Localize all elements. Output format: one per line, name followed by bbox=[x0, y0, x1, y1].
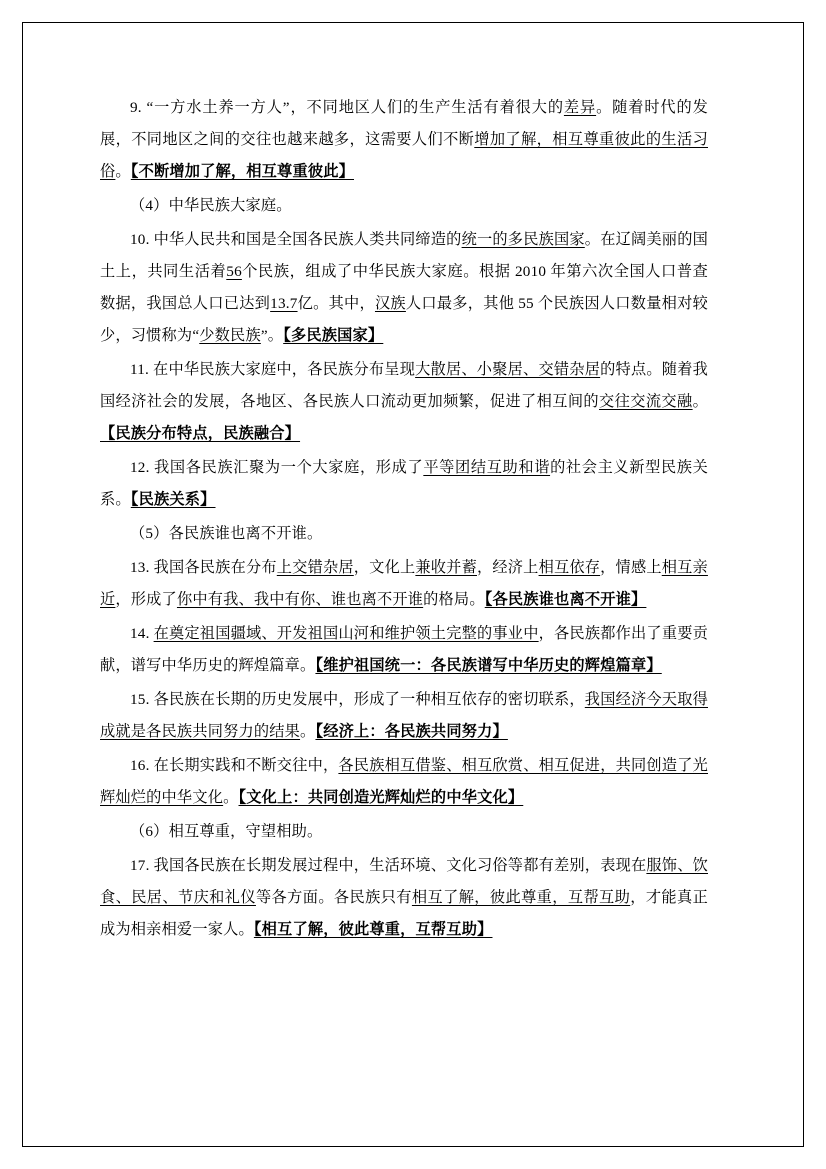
keypoint-text: 【民族分布特点，民族融合】 bbox=[100, 425, 301, 442]
body-text: 人口最多，其他 55 个民族因人口数量相对较少，习惯称为“ bbox=[100, 295, 708, 344]
paragraph bbox=[100, 354, 708, 450]
body-text: 。 bbox=[300, 723, 316, 740]
underlined-text: 你中有我、我中有你、谁也离不开谁 bbox=[176, 591, 424, 608]
paragraph bbox=[100, 452, 708, 516]
body-text: ，才能真正成为相亲相爱一家人。 bbox=[100, 889, 709, 938]
body-text: 15. 各民族在长期的历史发展中，形成了一种相互依存的密切联系， bbox=[130, 691, 585, 708]
keypoint-text: 【各民族谁也离不开谁】 bbox=[484, 591, 647, 608]
keypoint-text: 【相互了解，彼此尊重，互帮互助】 bbox=[253, 921, 493, 938]
underlined-text: 相互了解，彼此尊重，互帮互助 bbox=[411, 889, 631, 906]
underlined-text: 服饰、饮食、民居、节庆和礼仪 bbox=[100, 857, 708, 906]
underlined-text: 上交错杂居 bbox=[276, 559, 354, 576]
paragraph bbox=[100, 518, 708, 550]
underlined-text: 大散居、小聚居、交错杂居 bbox=[415, 361, 601, 378]
body-text: 。 bbox=[223, 789, 239, 806]
keypoint-text: 【维护祖国统一：各民族谱写中华历史的辉煌篇章】 bbox=[315, 657, 662, 674]
underlined-text: 相互依存 bbox=[538, 559, 601, 576]
underlined-text: 增加了解，相互尊重彼此的生活习俗 bbox=[100, 131, 708, 180]
body-text: 9. “一方水土养一方人”，不同地区人们的生产生活有着很大的 bbox=[130, 99, 564, 116]
body-text: 的社会主义新型民族关系。 bbox=[100, 459, 709, 508]
body-text: ，文化上 bbox=[353, 559, 416, 576]
body-text: 14. bbox=[130, 625, 154, 642]
underlined-text: 汉族 bbox=[374, 295, 406, 312]
keypoint-text: 【文化上：共同创造光辉灿烂的中华文化】 bbox=[238, 789, 524, 806]
document-body bbox=[100, 92, 708, 948]
paragraph bbox=[100, 750, 708, 814]
underlined-text: 差异 bbox=[563, 99, 597, 116]
body-text: （5）各民族谁也离不开谁。 bbox=[130, 525, 323, 542]
underlined-text: 在奠定祖国疆域、开发祖国山河和维护领土完整的事业中 bbox=[153, 625, 539, 642]
paragraph bbox=[100, 684, 708, 748]
body-text: 。随着时代的发展，不同地区之间的交往也越来越多，这需要人们不断 bbox=[100, 99, 708, 148]
body-text: 。在辽阔美丽的国土上，共同生活着 bbox=[100, 231, 708, 280]
underlined-text: 各民族相互借鉴、相互欣赏、相互促进，共同创造了光辉灿烂的中华文化 bbox=[100, 757, 708, 806]
body-text: （4）中华民族大家庭。 bbox=[130, 197, 292, 214]
paragraph bbox=[100, 552, 708, 616]
body-text: 12. 我国各民族汇聚为一个大家庭，形成了 bbox=[130, 459, 424, 476]
body-text: ，各民族都作出了重要贡献，谱写中华历史的辉煌篇章。 bbox=[100, 625, 709, 674]
keypoint-text: 【不断增加了解，相互尊重彼此】 bbox=[130, 163, 354, 180]
underlined-text: 我国经济今天取得成就是各民族共同努力的结果 bbox=[100, 691, 708, 740]
body-text: （6）相互尊重，守望相助。 bbox=[130, 823, 323, 840]
body-text: 个民族，组成了中华民族大家庭。根据 2010 年第六次全国人口普查数据，我国总人口已达到 bbox=[100, 263, 708, 312]
body-text: 的格局。 bbox=[423, 591, 485, 608]
paragraph bbox=[100, 816, 708, 848]
body-text: 。 bbox=[692, 393, 708, 410]
body-text: 17. 我国各民族在长期发展过程中，生活环境、文化习俗等都有差别，表现在 bbox=[130, 857, 647, 874]
underlined-text: 平等团结互助和谐 bbox=[423, 459, 551, 476]
body-text: 10. 中华人民共和国是全国各民族人类共同缔造的 bbox=[130, 231, 462, 248]
underlined-text: 相互亲近 bbox=[100, 559, 708, 608]
body-text: 11. 在中华民族大家庭中，各民族分布呈现 bbox=[130, 361, 416, 378]
keypoint-text: 【多民族国家】 bbox=[283, 327, 384, 344]
body-text: ，经济上 bbox=[476, 559, 539, 576]
paragraph bbox=[100, 190, 708, 222]
paragraph bbox=[100, 224, 708, 352]
body-text: 13. 我国各民族在分布 bbox=[130, 559, 277, 576]
body-text: 的特点。随着我国经济社会的发展，各地区、各民族人口流动更加频繁，促进了相互间的 bbox=[100, 361, 709, 410]
underlined-text: 交往交流交融 bbox=[599, 393, 693, 410]
underlined-text: 兼收并蓄 bbox=[415, 559, 477, 576]
body-text: ，情感上 bbox=[600, 559, 662, 576]
body-text: ”。 bbox=[260, 327, 284, 344]
underlined-text: 少数民族 bbox=[199, 327, 261, 344]
underlined-text: 56 bbox=[226, 263, 242, 280]
keypoint-text: 【民族关系】 bbox=[130, 491, 216, 508]
paragraph bbox=[100, 850, 708, 946]
body-text: ，形成了 bbox=[115, 591, 177, 608]
keypoint-text: 【经济上：各民族共同努力】 bbox=[315, 723, 508, 740]
body-text: 。 bbox=[115, 163, 131, 180]
paragraph bbox=[100, 92, 708, 188]
body-text: 16. 在长期实践和不断交往中， bbox=[130, 757, 339, 774]
paragraph bbox=[100, 618, 708, 682]
body-text: 等各方面。各民族只有 bbox=[255, 889, 412, 906]
underlined-text: 13.7 bbox=[270, 295, 298, 312]
underlined-text: 统一的多民族国家 bbox=[461, 231, 585, 248]
body-text: 亿。其中， bbox=[297, 295, 375, 312]
